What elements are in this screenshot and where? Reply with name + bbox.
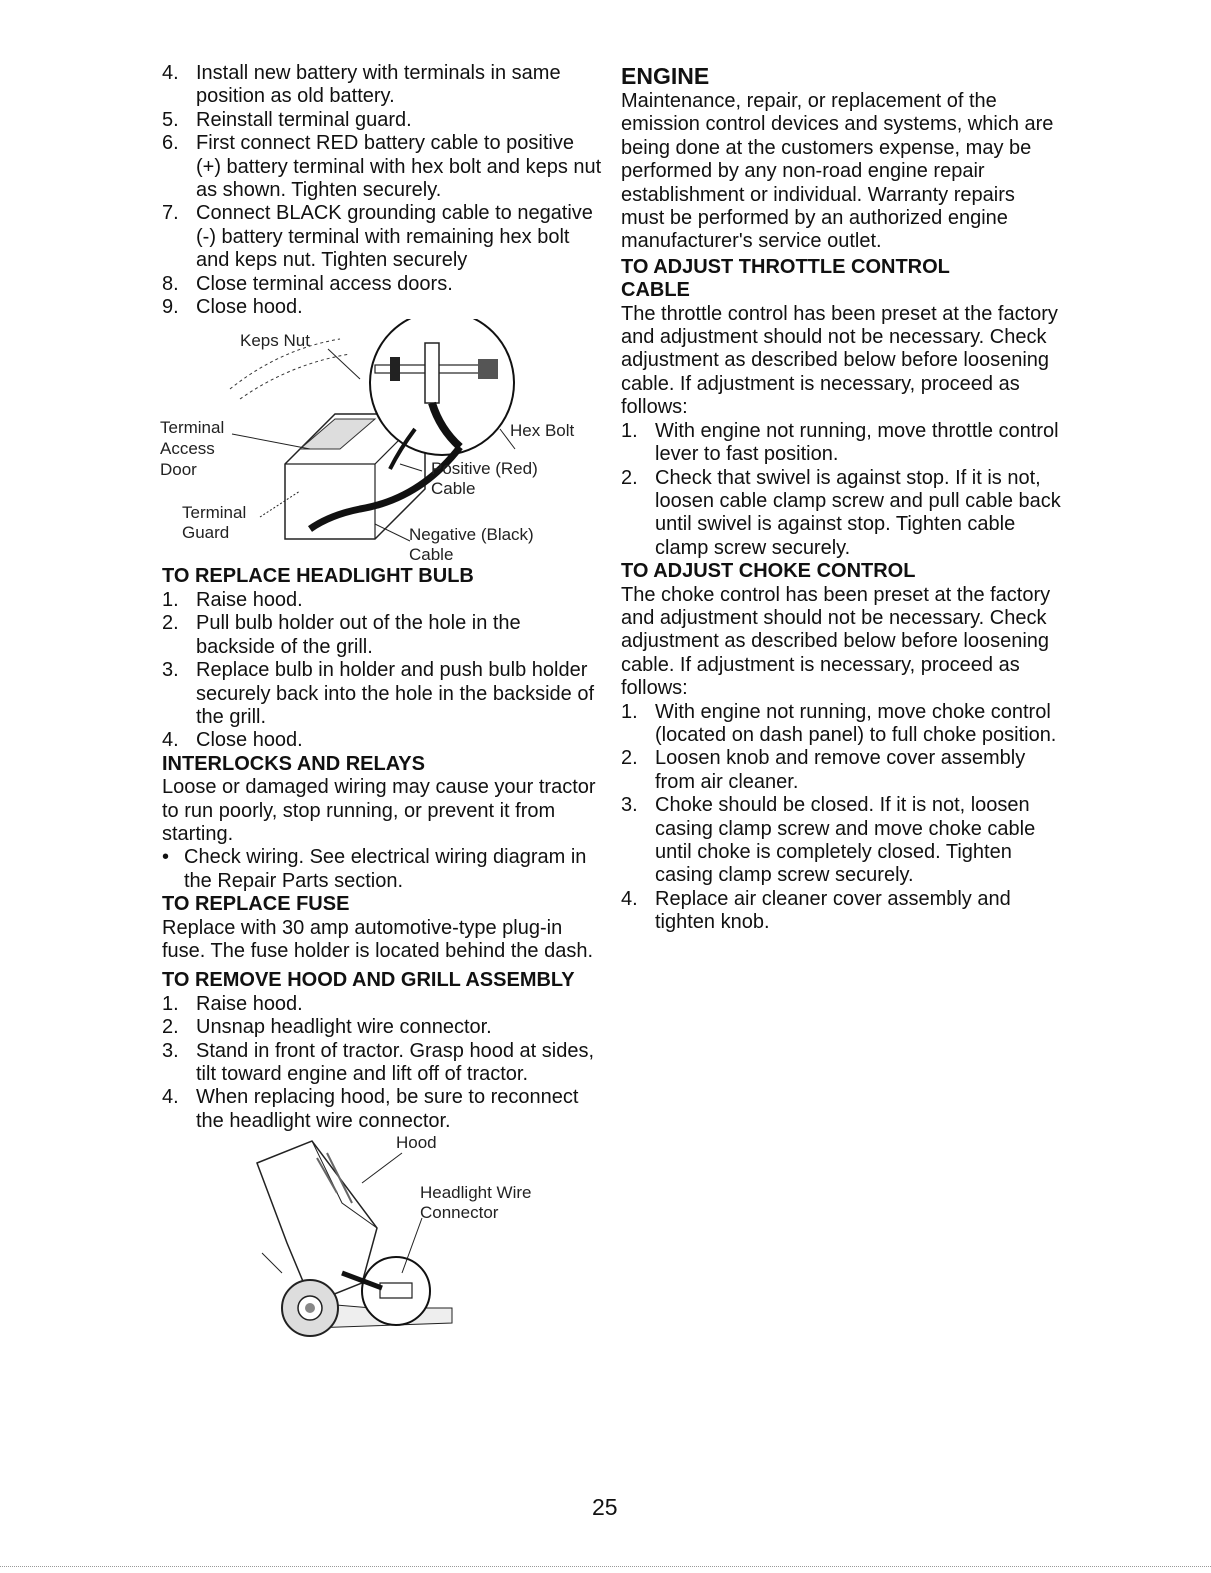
section-heading: TO REPLACE FUSE: [162, 893, 350, 916]
list-item: 3. Stand in front of tractor. Grasp hood at sides, tilt toward engine and lift off of tractor.: [162, 1039, 594, 1085]
engine-section: [621, 62, 1061, 254]
positive-cable-label: Positive (Red) Cable: [431, 459, 538, 499]
hex-bolt-label: Hex Bolt: [510, 421, 575, 441]
list-item: 2. Loosen knob and remove cover assembly from air cleaner.: [621, 747, 1026, 793]
hood-removal-section: [162, 969, 602, 1133]
list-item: 2. Check that swivel is against stop. If it is not, loosen cable clamp screw and pull cable back until swivel is against stop. Tighten cable clamp screw securely.: [621, 466, 1061, 559]
bullet-item: • Check wiring. See electrical wiring diagram in the Repair Parts section.: [162, 846, 587, 892]
paragraph: Maintenance, repair, or replacement of the emission control devices and systems, which are being done at the customers expense, may be performed by any non-road engine repair establishment or individual. Warranty repairs must be performed by an authorized engine manufacturer's service outlet.: [621, 90, 1054, 253]
bottom-divider: [0, 1566, 1211, 1567]
list-item: 4. Close hood.: [162, 729, 303, 752]
battery-figure: [160, 319, 602, 565]
interlocks-section: [162, 753, 602, 893]
list-item: 4. When replacing hood, be sure to reconnect the headlight wire connector.: [162, 1086, 579, 1132]
list-item: 5. Reinstall terminal guard.: [162, 108, 412, 131]
list-item: 6. First connect RED battery cable to positive (+) battery terminal with hex bolt and keps nut as shown. Tighten securely.: [162, 132, 602, 202]
list-item: 1. Raise hood.: [162, 992, 303, 1015]
keps-nut-label: Keps Nut: [240, 331, 310, 351]
list-item: 2. Pull bulb holder out of the hole in the backside of the grill.: [162, 612, 521, 658]
list-item: 9. Close hood.: [162, 296, 303, 319]
hood-figure: [162, 1133, 602, 1343]
list-item: 4. Install new battery with terminals in same position as old battery.: [162, 62, 561, 108]
section-heading: TO ADJUST CHOKE CONTROL: [621, 560, 916, 583]
choke-section: [621, 560, 1061, 935]
list-item: 1. With engine not running, move choke control (located on dash panel) to full choke position.: [621, 700, 1057, 746]
throttle-section: [621, 256, 1061, 560]
paragraph: Replace with 30 amp automotive-type plug-in fuse. The fuse holder is located behind the dash.: [162, 916, 594, 962]
list-item: 4. Replace air cleaner cover assembly and tighten knob.: [621, 887, 1011, 934]
left-column: [162, 62, 602, 1343]
section-heading: TO ADJUST THROTTLE CONTROL CABLE: [621, 255, 950, 302]
list-item: 2. Unsnap headlight wire connector.: [162, 1016, 492, 1039]
section-heading: INTERLOCKS AND RELAYS: [162, 752, 425, 775]
fuse-section: [162, 893, 602, 963]
hood-illustration: [162, 1133, 602, 1343]
paragraph: Loose or damaged wiring may cause your tractor to run poorly, stop running, or prevent it from starting.: [162, 776, 596, 845]
section-heading: TO REMOVE HOOD AND GRILL ASSEMBLY: [162, 969, 575, 992]
battery-steps-list: [162, 62, 602, 319]
list-item: 7. Connect BLACK grounding cable to negative (-) battery terminal with remaining hex bolt and keps nut. Tighten securely: [162, 202, 593, 272]
list-item: 8. Close terminal access doors.: [162, 272, 453, 295]
headlight-section: [162, 565, 602, 752]
section-heading: ENGINE: [621, 63, 710, 89]
list-item: 1. With engine not running, move throttle control lever to fast position.: [621, 419, 1059, 466]
negative-cable-label: Negative (Black) Cable: [409, 525, 534, 565]
terminal-access-door-label: Terminal Access Door: [160, 418, 225, 480]
paragraph: The throttle control has been preset at the factory and adjustment should not be necessary. Check adjustment as described below before loosening cable. If adjustment is necessary, proceed as follows:: [621, 302, 1058, 419]
paragraph: The choke control has been preset at the factory and adjustment should not be necessary. Check adjustment as described below before loosening cable. If adjustment is necessary, proceed as follows:: [621, 583, 1051, 700]
list-item: 3. Choke should be closed. If it is not, loosen casing clamp screw and move choke cable until choke is completely closed. Tighten casing clamp screw securely.: [621, 794, 1036, 887]
right-column: [621, 62, 1061, 935]
terminal-guard-label: Terminal Guard: [182, 503, 247, 543]
list-item: 1. Raise hood.: [162, 588, 303, 611]
section-heading: TO REPLACE HEADLIGHT BULB: [162, 565, 474, 588]
page-number: 25: [592, 1494, 618, 1520]
headlight-connector-label: Headlight Wire Connector: [420, 1183, 532, 1223]
list-item: 3. Replace bulb in holder and push bulb holder securely back into the hole in the backside of the grill.: [162, 659, 595, 728]
hood-label: Hood: [396, 1133, 437, 1153]
